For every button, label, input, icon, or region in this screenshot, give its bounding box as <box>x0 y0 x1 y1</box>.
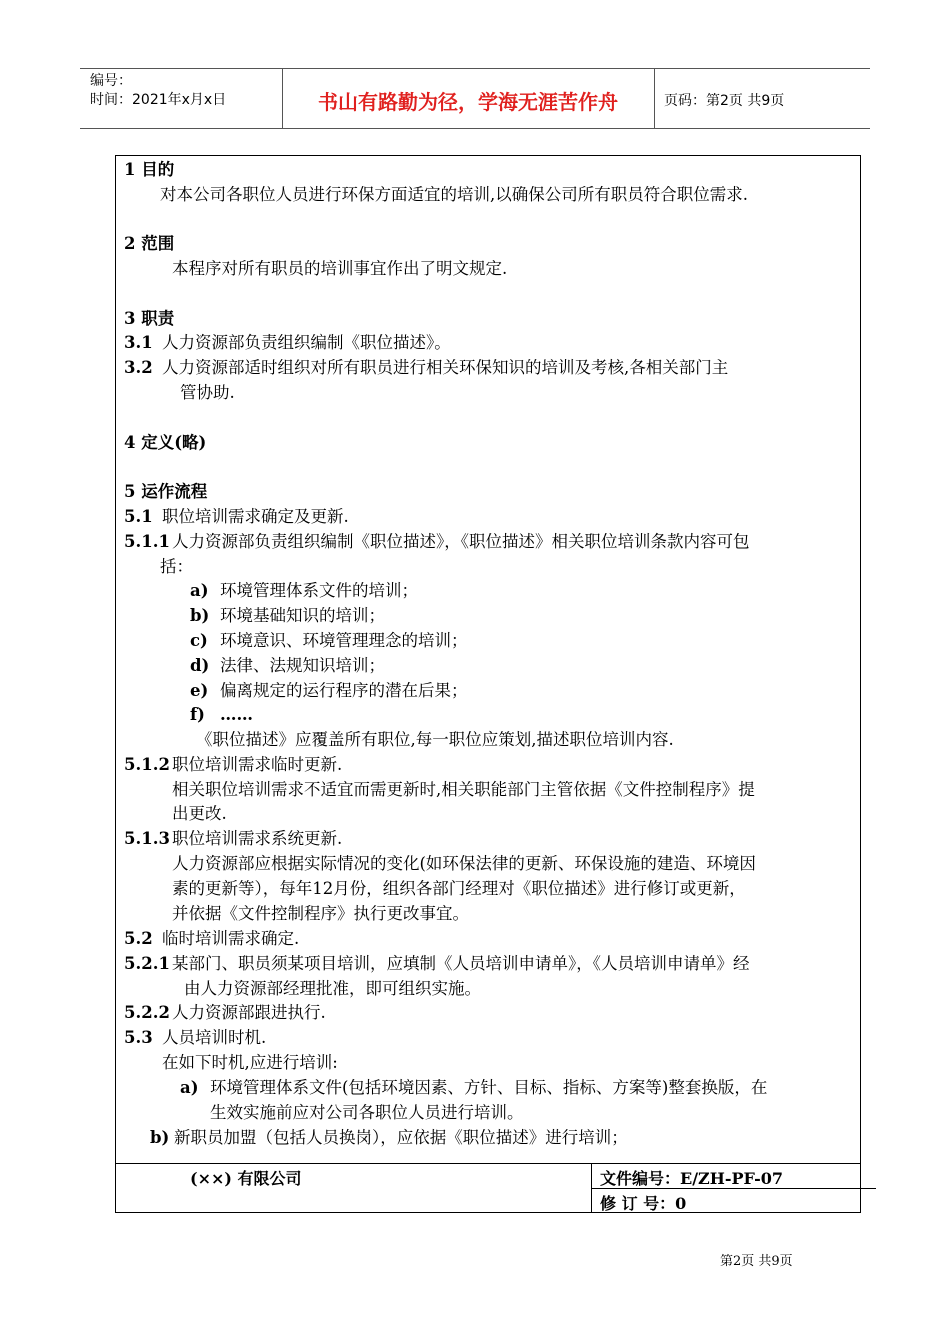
footer-document-number: 文件编号：E/ZH-PF-07 <box>600 1169 784 1188</box>
list-item-mark: f) <box>190 705 205 724</box>
header-bottom-rule <box>80 128 870 129</box>
section-5-2-2-number: 5.2.2 <box>124 1003 170 1022</box>
section-3-title: 3 职责 <box>124 309 175 328</box>
header-motto: 书山有路勤为径，学海无涯苦作舟 <box>318 90 618 114</box>
header-page-info: 页码：第2页 共9页 <box>664 93 785 109</box>
page-footer: 第2页 共9页 <box>720 1254 793 1269</box>
code-label: 编号： <box>90 73 132 89</box>
section-3-1-text: 人力资源部负责组织编制《职位描述》。 <box>162 333 451 352</box>
section-5-1-3-body-end: 并依据《文件控制程序》执行更改事宜。 <box>172 904 469 923</box>
section-5-2-1-text: 某部门、职员须某项目培训，应填制《人员培训申请单》，《人员培训申请单》经 <box>172 954 750 973</box>
list-item-mark: d) <box>190 656 210 675</box>
section-1-title: 1 目的 <box>124 160 175 179</box>
header-top-rule <box>80 68 870 69</box>
list-item-mark: b) <box>190 606 210 625</box>
section-5-title: 5 运作流程 <box>124 482 208 501</box>
section-5-3-number: 5.3 <box>124 1028 153 1047</box>
section-5-1-3-text: 职位培训需求系统更新. <box>172 829 343 848</box>
section-5-3-a-text: 环境管理体系文件(包括环境因素、方针、目标、指标、方案等)整套换版，在 <box>210 1078 768 1097</box>
section-5-1-2-body-cont: 出更改. <box>172 804 227 823</box>
date-line: 时间：2021年x月x日 <box>90 92 227 108</box>
section-5-1-number: 5.1 <box>124 507 153 526</box>
section-5-2-1-number: 5.2.1 <box>124 954 170 973</box>
footer-divider <box>115 1163 861 1164</box>
section-2-title: 2 范围 <box>124 234 175 253</box>
section-5-1-1-text: 人力资源部负责组织编制《职位描述》，《职位描述》相关职位培训条款内容可包 <box>172 532 750 551</box>
section-5-3-text: 人员培训时机. <box>162 1028 267 1047</box>
section-4-title: 4 定义(略) <box>124 433 207 452</box>
section-2-text: 本程序对所有职员的培训事宜作出了明文规定. <box>172 259 508 278</box>
section-5-1-3-body-cont: 素的更新等），每年12月份，组织各部门经理对《职位描述》进行修订或更新， <box>172 879 746 898</box>
footer-revision: 修 订 号：0 <box>600 1194 687 1213</box>
section-5-1-2-body: 相关职位培训需求不适宜而需更新时,相关职能部门主管依据《文件控制程序》提 <box>172 780 755 799</box>
section-5-1-1-text-cont: 括： <box>160 557 193 576</box>
section-5-1-1-number: 5.1.1 <box>124 532 170 551</box>
section-3-2-text: 人力资源部适时组织对所有职员进行相关环保知识的培训及考核,各相关部门主 <box>162 358 729 377</box>
section-5-2-2-text: 人力资源部跟进执行. <box>172 1003 326 1022</box>
section-5-3-b-text: 新职员加盟（包括人员换岗），应依据《职位描述》进行培训； <box>174 1128 628 1147</box>
list-item-mark: c) <box>190 631 208 650</box>
footer-company: (××) 有限公司 <box>190 1169 302 1188</box>
section-5-3-b-mark: b) <box>150 1128 170 1147</box>
section-5-2-number: 5.2 <box>124 929 153 948</box>
section-5-1-3-body: 人力资源部应根据实际情况的变化(如环保法律的更新、环保设施的建造、环境因 <box>172 854 756 873</box>
section-5-1-1-note: 《职位描述》应覆盖所有职位,每一职位应策划,描述职位培训内容. <box>196 730 674 749</box>
section-5-3-body: 在如下时机,应进行培训: <box>162 1053 338 1072</box>
section-5-1-3-number: 5.1.3 <box>124 829 170 848</box>
section-5-2-1-text-cont: 由人力资源部经理批准，即可组织实施。 <box>184 979 481 998</box>
list-item: 环境基础知识的培训； <box>220 606 385 625</box>
section-5-1-text: 职位培训需求确定及更新. <box>162 507 349 526</box>
list-item: 环境意识、环境管理理念的培训； <box>220 631 468 650</box>
list-item-mark: e) <box>190 681 209 700</box>
section-3-2-number: 3.2 <box>124 358 153 377</box>
section-5-3-a-mark: a) <box>180 1078 199 1097</box>
section-5-1-2-number: 5.1.2 <box>124 755 170 774</box>
section-1-text: 对本公司各职位人员进行环保方面适宜的培训,以确保公司所有职员符合职位需求. <box>160 185 748 204</box>
section-5-1-2-text: 职位培训需求临时更新. <box>172 755 343 774</box>
section-3-2-text-cont: 管协助. <box>180 383 235 402</box>
section-5-2-text: 临时培训需求确定. <box>162 929 300 948</box>
list-item: …… <box>220 705 253 724</box>
list-item: 法律、法规知识培训； <box>220 656 385 675</box>
section-3-1-number: 3.1 <box>124 333 153 352</box>
section-5-3-a-text-cont: 生效实施前应对公司各职位人员进行培训。 <box>210 1103 524 1122</box>
list-item-mark: a) <box>190 581 209 600</box>
header-divider-right <box>654 68 655 128</box>
header-meta <box>90 72 226 110</box>
list-item: 偏离规定的运行程序的潜在后果； <box>220 681 468 700</box>
list-item: 环境管理体系文件的培训； <box>220 581 418 600</box>
